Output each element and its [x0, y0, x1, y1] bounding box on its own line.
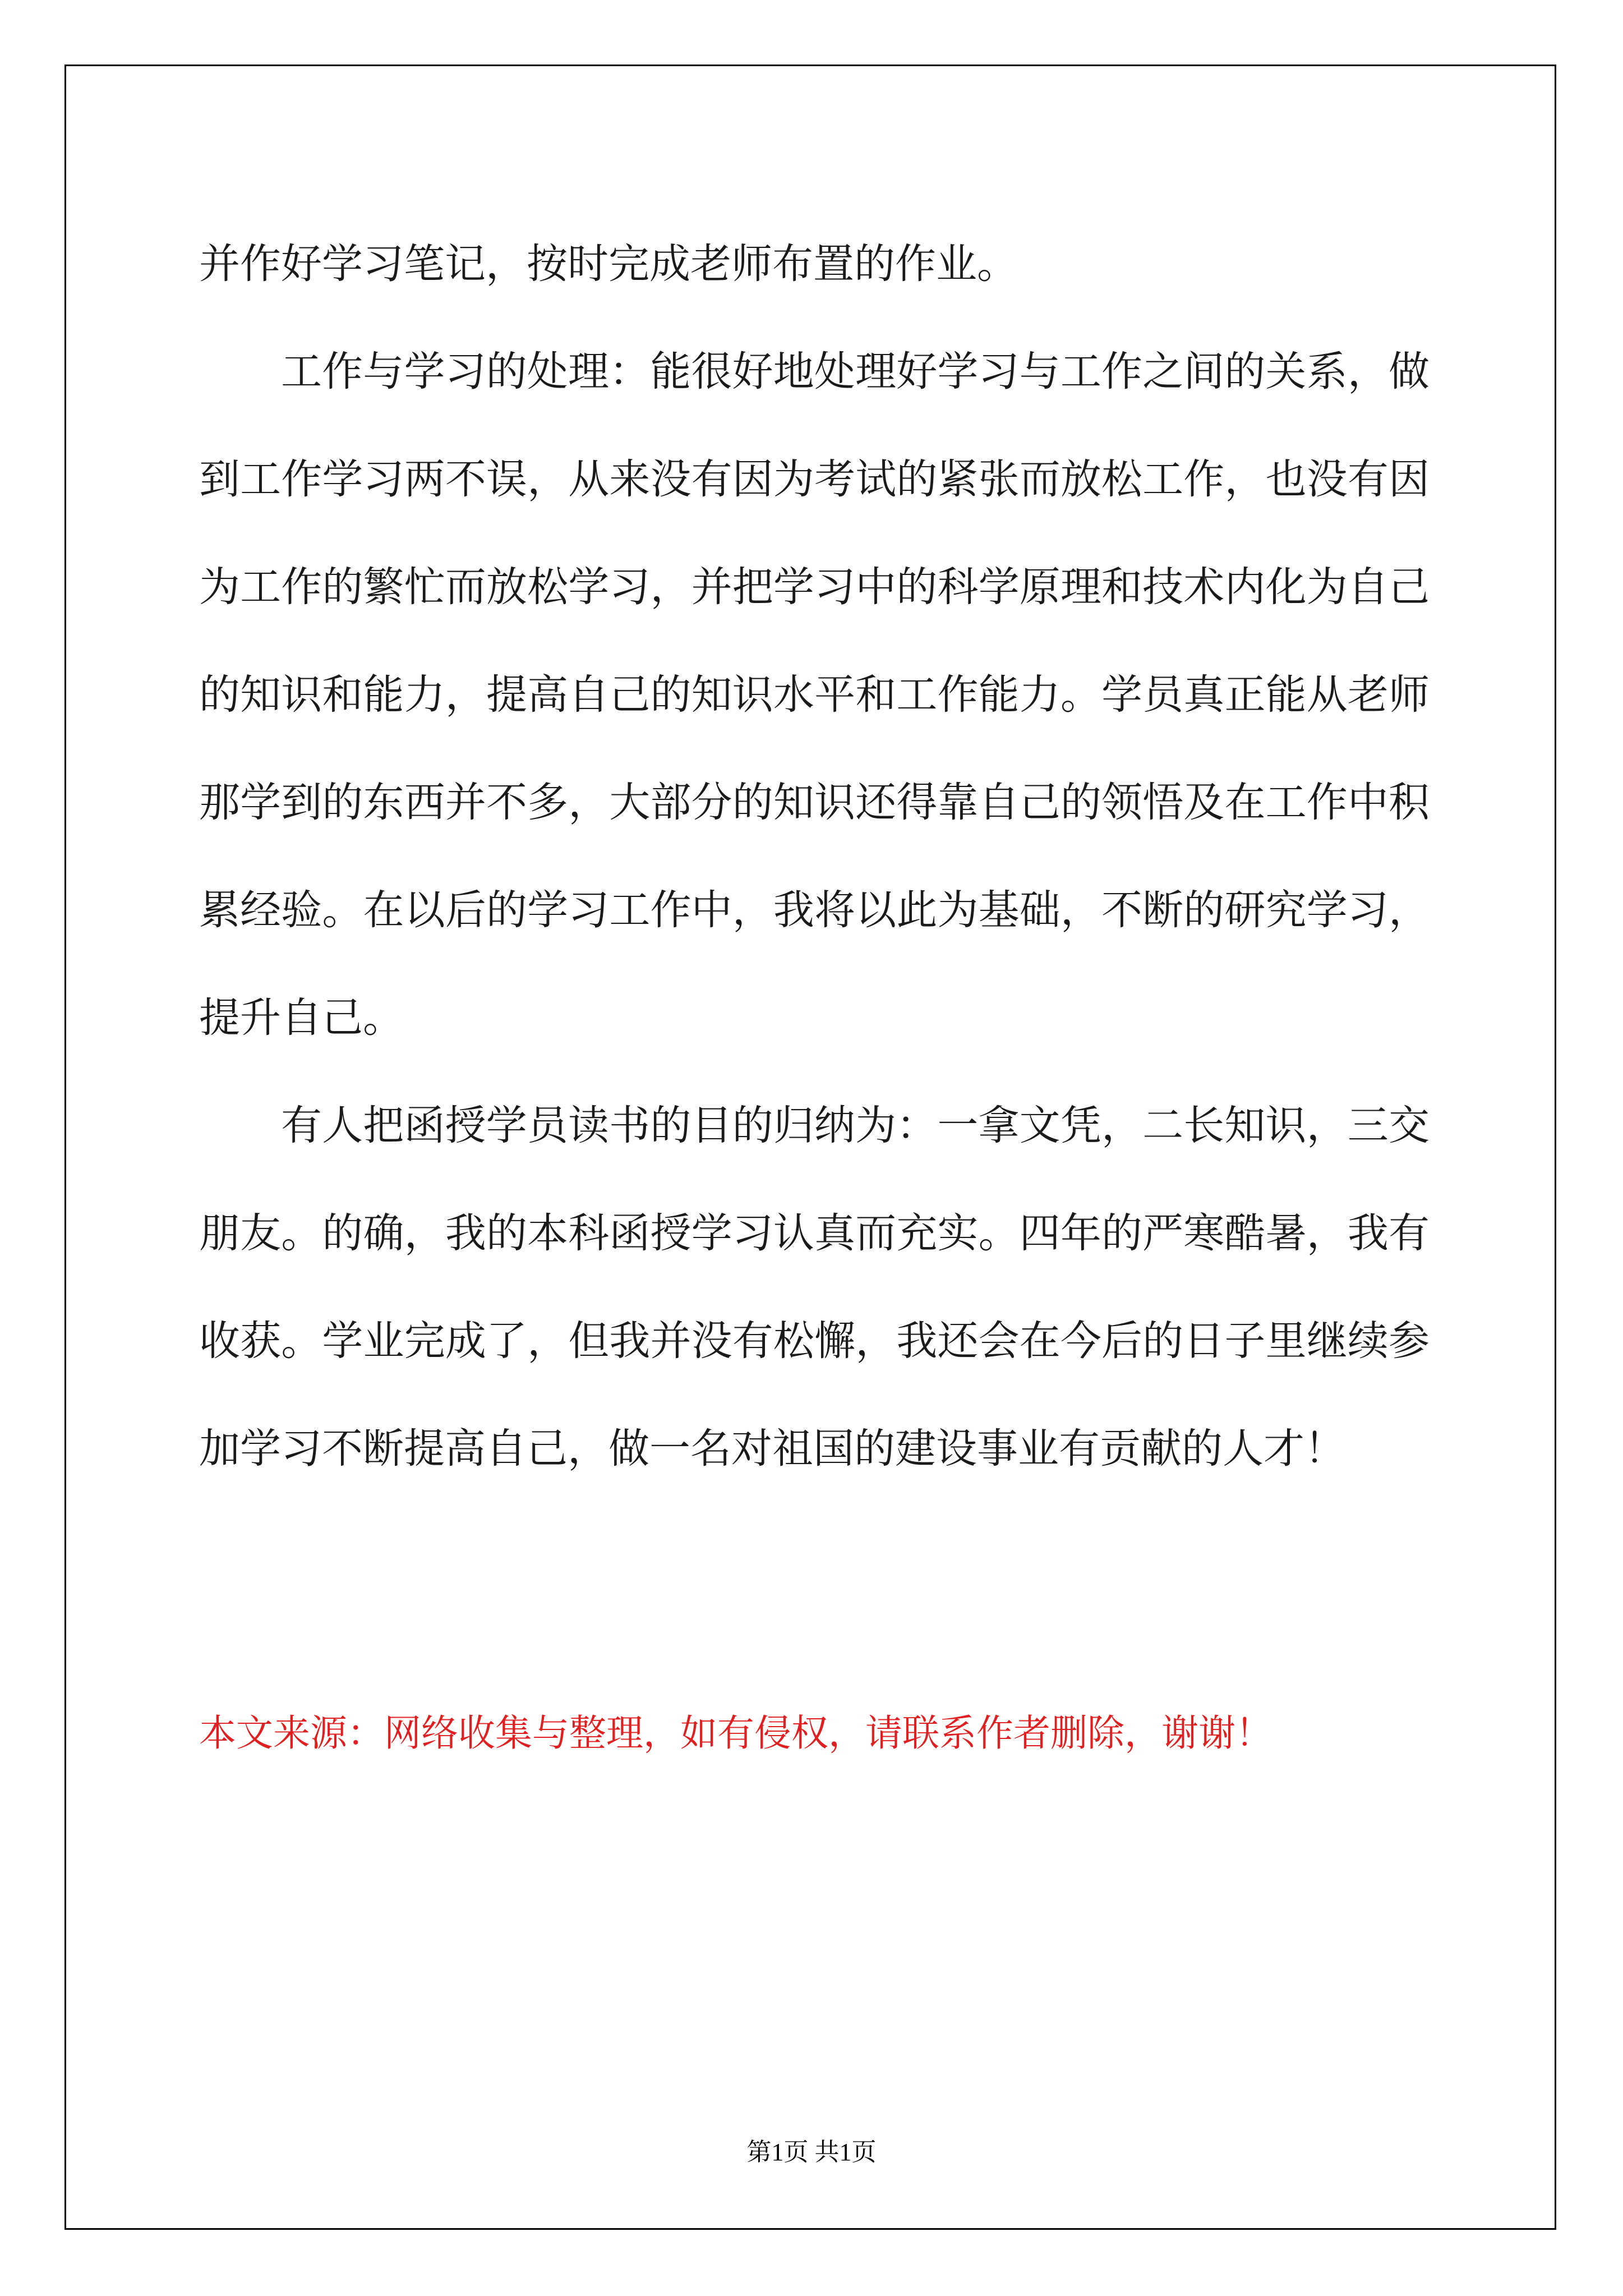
document-body [199, 210, 1430, 1503]
page-footer: 第1页 共1页 [746, 2138, 877, 2166]
paragraph-conclusion: 有人把函授学员读书的目的归纳为：一拿文凭，二长知识，三交朋友。的确，我的本科函授学习认真而充实。四年的严寒酷暑，我有收获。学业完成了，但我并没有松懈，我还会在今后的日子里继续参加学习不断提高自己，做一名对祖国的建设事业有贡献的人才！ [199, 1102, 1430, 1473]
paragraph-continued: 并作好学习笔记，按时完成老师布置的作业。 [199, 240, 1018, 288]
source-note: 本文来源：网络收集与整理，如有侵权，请联系作者删除，谢谢！ [199, 1711, 1272, 1755]
paragraph-work-study: 工作与学习的处理：能很好地处理好学习与工作之间的关系，做到工作学习两不误，从来没有因为考试的紧张而放松工作，也没有因为工作的繁忙而放松学习，并把学习中的科学原理和技术内化为自己的知识和能力，提高自己的知识水平和工作能力。学员真正能从老师那学到的东西并不多，大部分的知识还得靠自己的领悟及在工作中积累经验。在以后的学习工作中，我将以此为基础，不断的研究学习，提升自己。 [199, 348, 1430, 1042]
